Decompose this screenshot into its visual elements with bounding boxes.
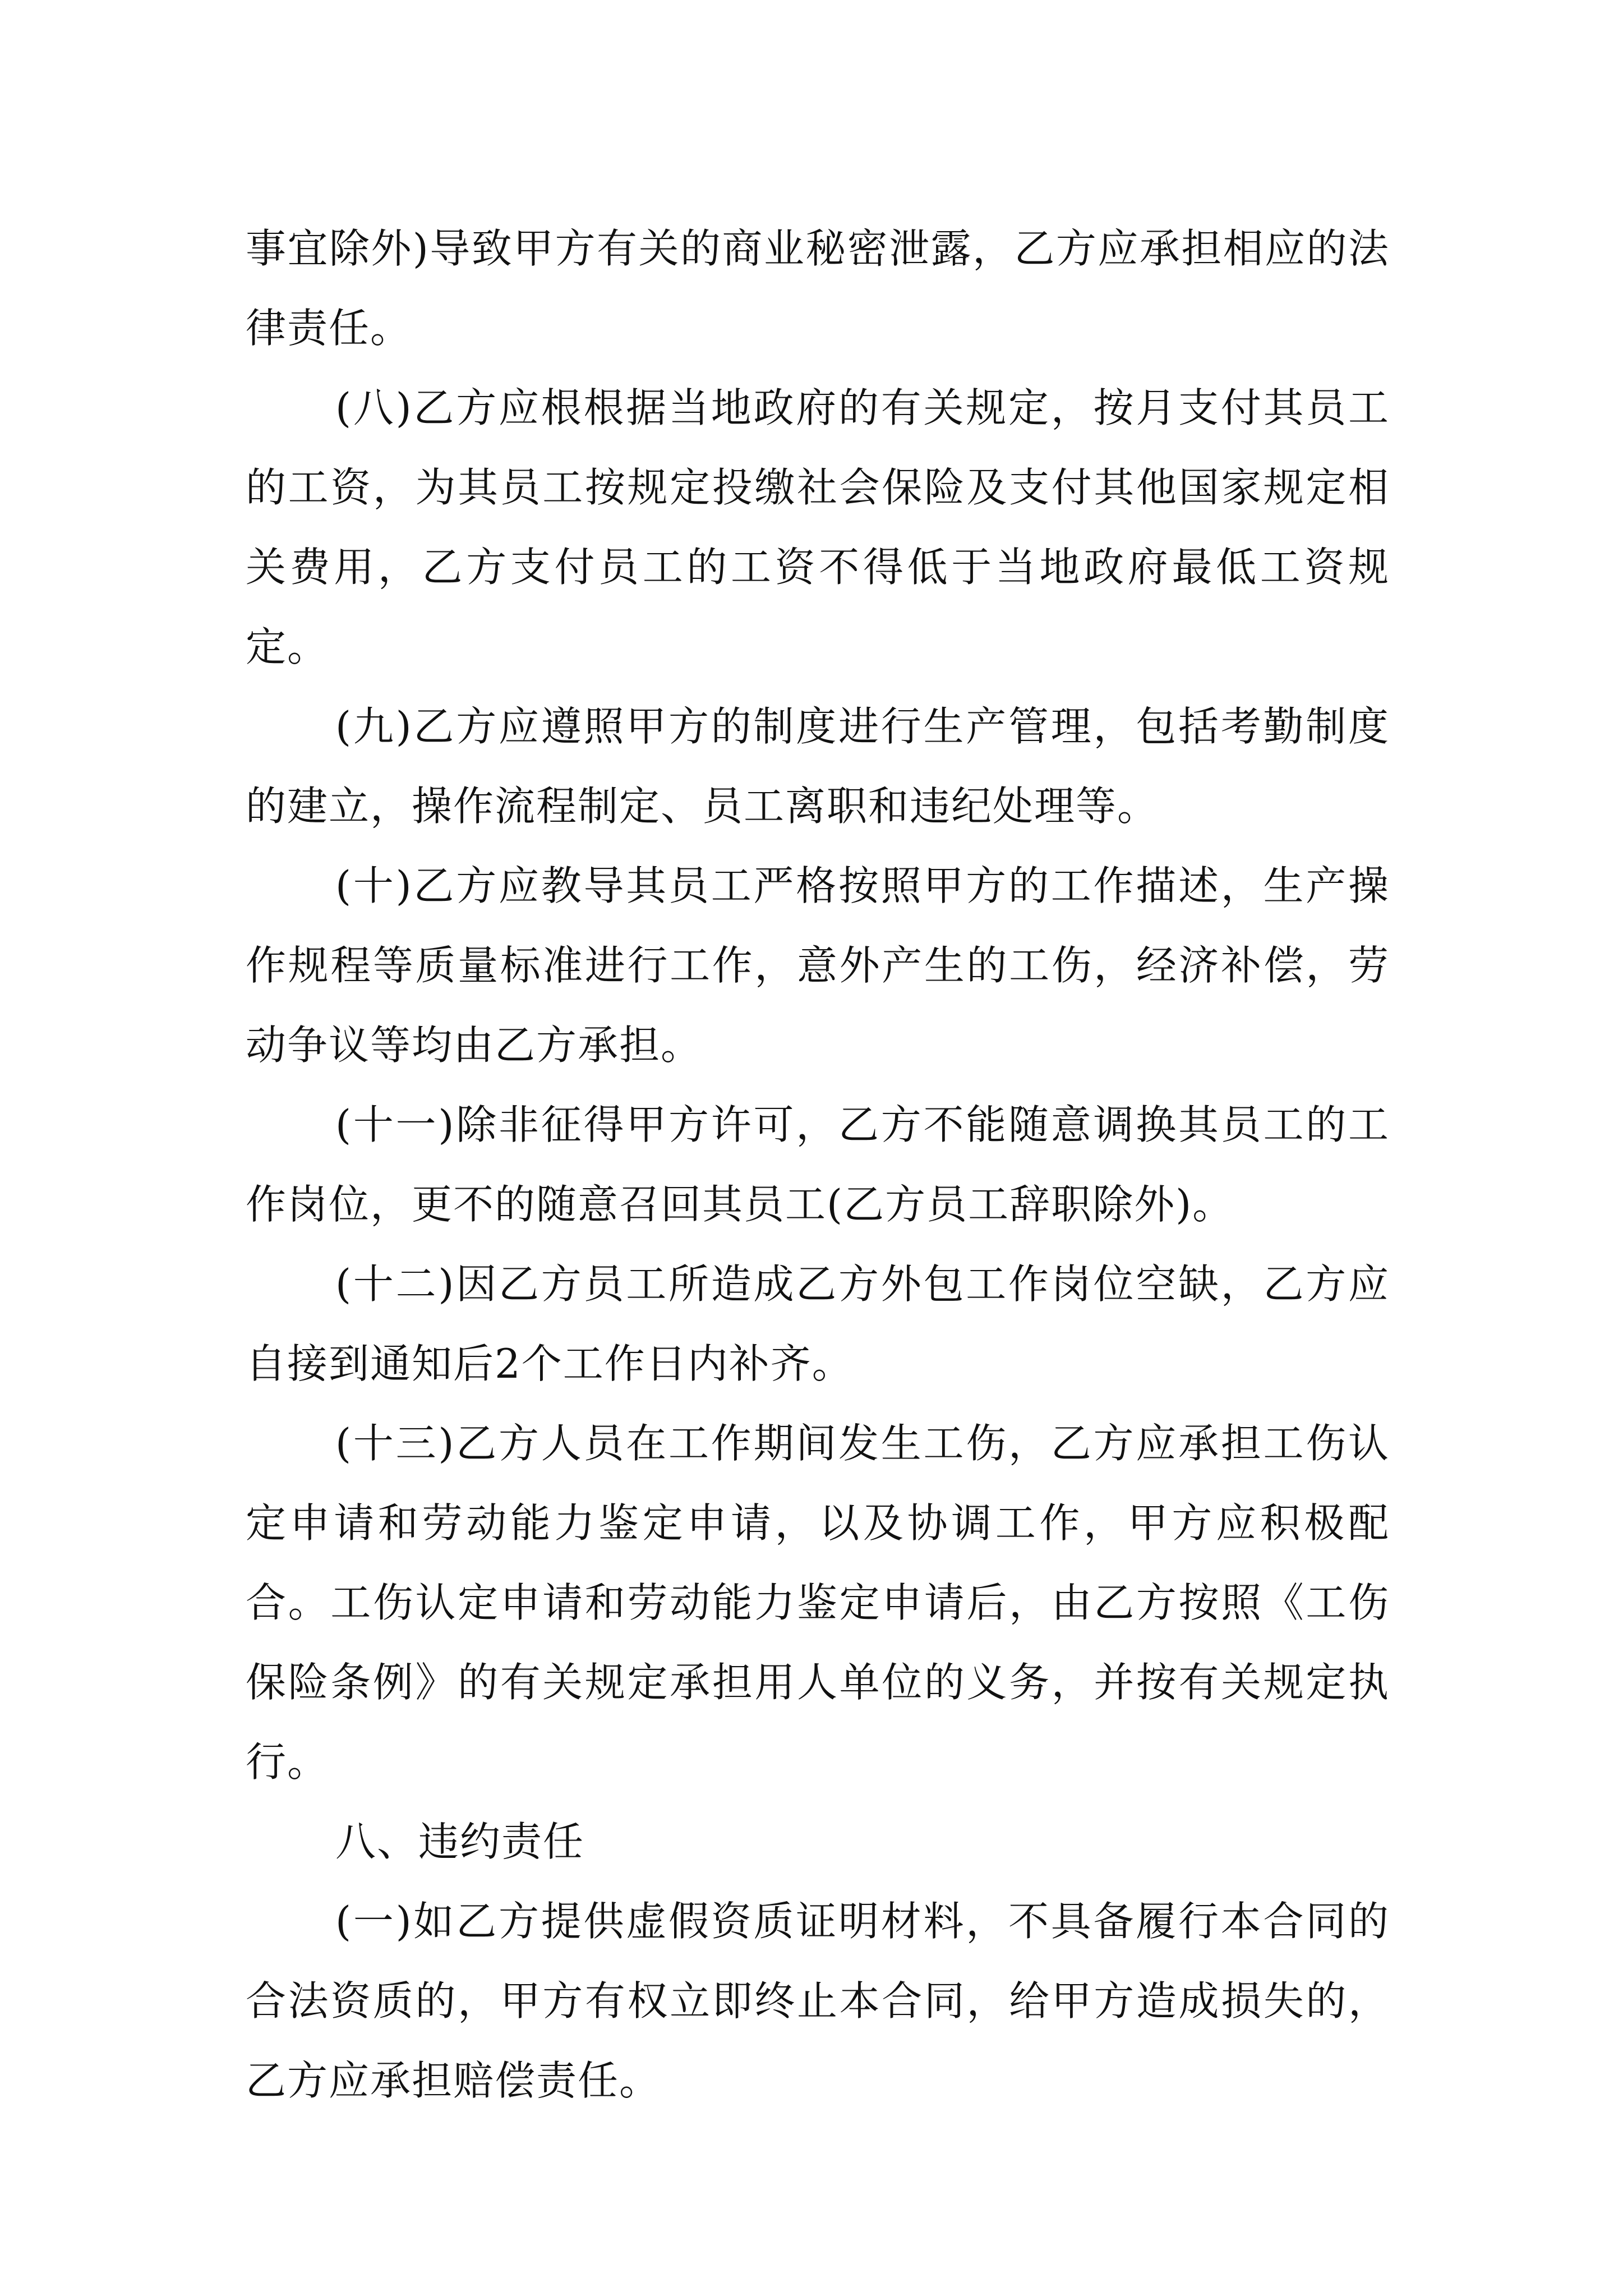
paragraph-clause-10: (十)乙方应教导其员工严格按照甲方的工作描述，生产操作规程等质量标准进行工作，意外产生的工伤，经济补偿，劳动争议等均由乙方承担。 <box>246 862 1390 1069</box>
paragraph-continuation: 事宜除外)导致甲方有关的商业秘密泄露，乙方应承担相应的法律责任。 <box>246 225 1390 352</box>
document-body <box>246 209 1390 2120</box>
paragraph-clause-13: (十三)乙方人员在工作期间发生工伤，乙方应承担工伤认定申请和劳动能力鉴定申请，以及协调工作，甲方应积极配合。工伤认定申请和劳动能力鉴定申请后，由乙方按照《工伤保险条例》的有关规定承担用人单位的义务，并按有关规定执行。 <box>246 1420 1390 1786</box>
paragraph-clause-9: (九)乙方应遵照甲方的制度进行生产管理，包括考勤制度的建立，操作流程制定、员工离职和违纪处理等。 <box>246 703 1390 830</box>
paragraph-clause-11: (十一)除非征得甲方许可，乙方不能随意调换其员工的工作岗位，更不的随意召回其员工(乙方员工辞职除外)。 <box>246 1101 1390 1228</box>
paragraph-clause-8: (八)乙方应根根据当地政府的有关规定，按月支付其员工的工资，为其员工按规定投缴社会保险及支付其他国家规定相关费用，乙方支付员工的工资不得低于当地政府最低工资规定。 <box>246 384 1390 670</box>
section-heading-breach-liability: 八、违约责任 <box>335 1818 585 1865</box>
paragraph-clause-12: (十二)因乙方员工所造成乙方外包工作岗位空缺，乙方应自接到通知后2个工作日内补齐。 <box>246 1260 1390 1387</box>
paragraph-breach-clause-1: (一)如乙方提供虚假资质证明材料，不具备履行本合同的合法资质的，甲方有权立即终止本合同，给甲方造成损失的，乙方应承担赔偿责任。 <box>246 1898 1390 2104</box>
